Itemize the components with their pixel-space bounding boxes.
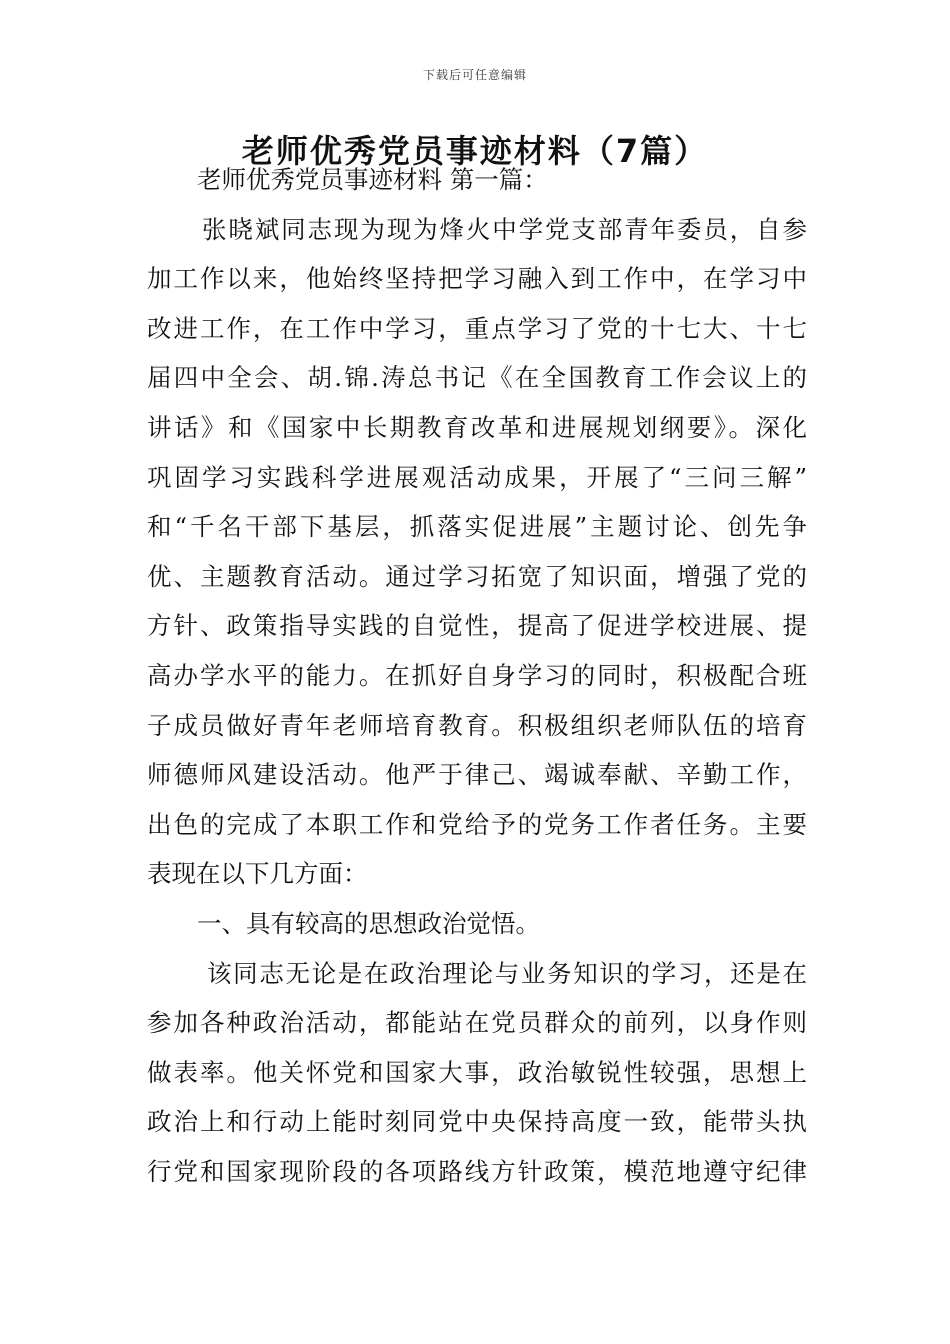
- paragraph-line: 讲话》和《国家中长期教育改革和进展规划纲要》。深化: [147, 412, 807, 442]
- paragraph-line: 参加各种政治活动，都能站在党员群众的前列，以身作则: [147, 1008, 807, 1038]
- paragraph-line: 出色的完成了本职工作和党给予的党务工作者任务。主要: [147, 809, 807, 839]
- subheading-1: 一、具有较高的思想政治觉悟。: [197, 908, 540, 938]
- paragraph-line: 和“千名干部下基层，抓落实促进展”主题讨论、创先争: [147, 512, 807, 542]
- paragraph-line: 子成员做好青年老师培育教育。积极组织老师队伍的培育: [147, 710, 807, 740]
- paragraph-line: 巩固学习实践科学进展观活动成果，开展了“三问三解”: [147, 462, 807, 492]
- paragraph-1: [147, 205, 807, 899]
- paragraph-line: 加工作以来，他始终坚持把学习融入到工作中，在学习中: [147, 264, 807, 294]
- paragraph-line: 做表率。他关怀党和国家大事，政治敏锐性较强，思想上: [147, 1057, 807, 1087]
- document-title: 老师优秀党员事迹材料（7篇）: [241, 132, 709, 170]
- paragraph-line: 表现在以下几方面：: [147, 859, 368, 889]
- paragraph-line: 届四中全会、胡.锦.涛总书记《在全国教育工作会议上的: [147, 363, 807, 393]
- paragraph-line: 改进工作，在工作中学习，重点学习了党的十七大、十七: [147, 313, 807, 343]
- paragraph-line: 该同志无论是在政治理论与业务知识的学习，还是在: [207, 958, 807, 988]
- paragraph-line: 行党和国家现阶段的各项路线方针政策，模范地遵守纪律: [147, 1156, 807, 1186]
- document-body: [147, 155, 807, 1196]
- paragraph-line: 师德师风建设活动。他严于律己、竭诚奉献、辛勤工作，: [147, 760, 807, 790]
- section-heading: 老师优秀党员事迹材料 第一篇：: [197, 165, 548, 194]
- paragraph-line: 优、主题教育活动。通过学习拓宽了知识面，增强了党的: [147, 561, 807, 591]
- paragraph-line: 张晓斌同志现为现为烽火中学党支部青年委员，自参: [202, 214, 807, 244]
- paragraph-line: 政治上和行动上能时刻同党中央保持高度一致，能带头执: [147, 1107, 807, 1137]
- header-note: 下载后可任意编辑: [422, 68, 527, 82]
- paragraph-2: [147, 949, 807, 1197]
- paragraph-line: 高办学水平的能力。在抓好自身学习的同时，积极配合班: [147, 660, 807, 690]
- paragraph-line: 方针、政策指导实践的自觉性，提高了促进学校进展、提: [147, 611, 807, 641]
